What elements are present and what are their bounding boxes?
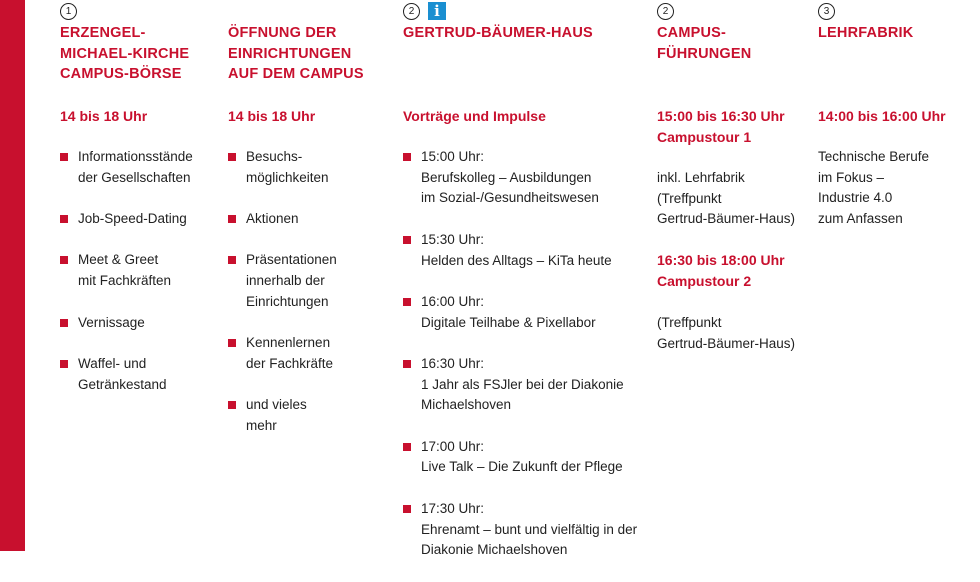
list-item: Kennenlernen der Fachkräfte xyxy=(228,333,337,374)
list-item: Job-Speed-Dating xyxy=(60,209,193,230)
tour-2-details: (Treffpunkt Gertrud-Bäumer-Haus) xyxy=(657,315,796,351)
column-heading: LEHRFABRIK xyxy=(818,25,914,41)
schedule-item: 15:00 Uhr: Berufskolleg – Ausbildungen im Sozial-/Gesundheitswesen xyxy=(403,147,637,209)
time-label: 14:00 bis 16:00 Uhr xyxy=(818,108,946,124)
schedule-item: 17:30 Uhr: Ehrenamt – bunt und vielfältig in der Diakonie Michaelshoven xyxy=(403,499,637,561)
column-heading: GERTRUD-BÄUMER-HAUS xyxy=(403,25,593,41)
column-heading: ERZENGEL- MICHAEL-KIRCHE CAMPUS-BÖRSE xyxy=(60,25,190,82)
schedule-item: 16:30 Uhr: 1 Jahr als FSJler bei der Diakonie Michaelshoven xyxy=(403,354,637,416)
tour-1-details: inkl. Lehrfabrik (Treffpunkt Gertrud-Bäumer-Haus) xyxy=(657,170,796,227)
list-item: Waffel- und Getränkestand xyxy=(60,354,193,395)
schedule-item: 17:00 Uhr: Live Talk – Die Zukunft der Pflege xyxy=(403,437,637,478)
tour-1-time: 15:00 bis 16:30 Uhr Campustour 1 xyxy=(657,108,785,145)
section-subtitle: Vorträge und Impulse xyxy=(403,108,546,124)
talk-schedule-list xyxy=(403,147,637,582)
lehrfabrik-description: Technische Berufe im Fokus – Industrie 4.0 zum Anfassen xyxy=(818,149,930,227)
activity-list xyxy=(228,147,337,457)
location-marker-2: 2 xyxy=(403,3,420,20)
list-item: Besuchs- möglichkeiten xyxy=(228,147,337,188)
location-marker-3: 3 xyxy=(818,3,835,20)
schedule-item: 15:30 Uhr: Helden des Alltags – KiTa heute xyxy=(403,230,637,271)
info-icon[interactable]: i xyxy=(428,2,446,20)
list-item: Meet & Greet mit Fachkräften xyxy=(60,250,193,291)
time-label: 14 bis 18 Uhr xyxy=(228,108,316,124)
time-label: 14 bis 18 Uhr xyxy=(60,108,148,124)
list-item: Informationsstände der Gesellschaften xyxy=(60,147,193,188)
list-item: Aktionen xyxy=(228,209,337,230)
schedule-item: 16:00 Uhr: Digitale Teilhabe & Pixellabor xyxy=(403,292,637,333)
list-item: Präsentationen innerhalb der Einrichtungen xyxy=(228,250,337,312)
column-heading: CAMPUS- FÜHRUNGEN xyxy=(657,25,752,62)
list-item: Vernissage xyxy=(60,313,193,334)
location-marker-1: 1 xyxy=(60,3,77,20)
list-item: und vieles mehr xyxy=(228,395,337,436)
red-side-bar xyxy=(0,0,25,551)
activity-list xyxy=(60,147,193,416)
location-marker-2: 2 xyxy=(657,3,674,20)
column-heading: ÖFFNUNG DER EINRICHTUNGEN AUF DEM CAMPUS xyxy=(228,25,364,82)
tour-2-time: 16:30 bis 18:00 Uhr Campustour 2 xyxy=(657,252,785,289)
